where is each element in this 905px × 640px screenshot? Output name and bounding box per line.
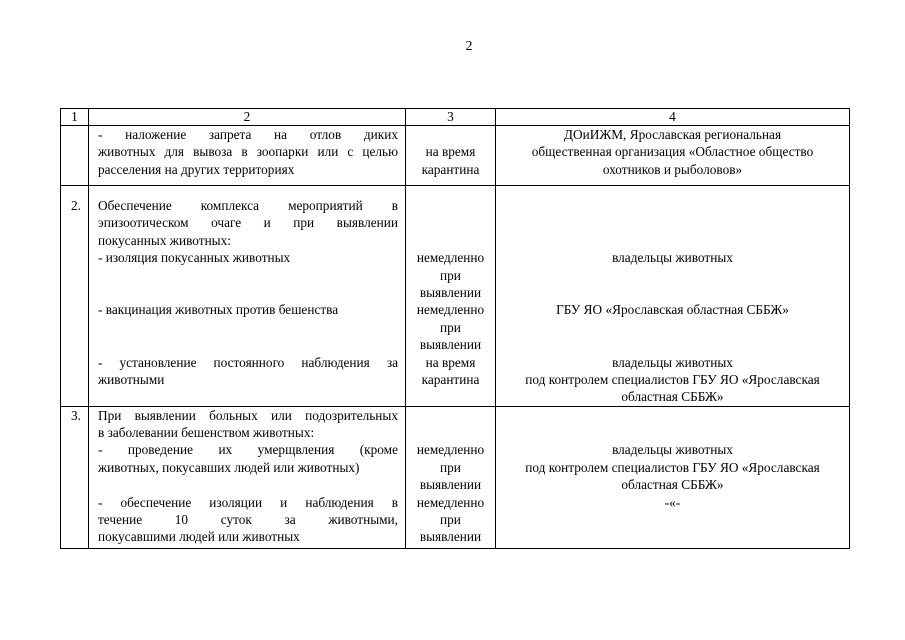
row-intro-line: При выявлении больных или подозрительных [98, 407, 398, 423]
executor-line: владельцы животных [612, 442, 733, 458]
table-cell-term [406, 126, 496, 186]
line-spacer [98, 388, 398, 405]
line-spacer [406, 126, 495, 143]
cell-spacer [496, 186, 849, 197]
row-intro-line: в заболевании бешенством животных: [98, 425, 315, 441]
line-spacer [496, 197, 849, 214]
line-spacer [496, 336, 849, 353]
measure-line: - проведение их умерщвления (кроме [98, 442, 398, 458]
row-number: 2. [71, 198, 81, 213]
line-spacer [406, 407, 495, 424]
term-line: немедленно [416, 250, 485, 266]
header-cell: 2 [89, 109, 406, 126]
line-spacer [98, 336, 398, 353]
table-row [61, 406, 850, 548]
cell-spacer [98, 186, 398, 197]
header-cell: 1 [61, 109, 89, 126]
line-spacer [496, 424, 849, 441]
line-spacer [496, 528, 849, 545]
term-line: при [440, 512, 461, 528]
executor-line: владельцы животных [612, 250, 733, 266]
measure-line: - обеспечение изоляции и наблюдения в [98, 494, 398, 510]
measure-line: животных для вывоза в зоопарки или с целью [98, 144, 398, 160]
line-spacer [98, 319, 398, 336]
cell-spacer [61, 186, 88, 197]
term-line: немедленно [416, 494, 485, 510]
term-line: при [440, 267, 461, 283]
table-cell-term [406, 406, 496, 548]
measures-table [60, 108, 850, 549]
line-spacer [496, 267, 849, 284]
measure-line: животными [98, 371, 165, 387]
executor-line: владельцы животных [612, 354, 733, 370]
term-line: при [440, 319, 461, 335]
line-spacer [496, 407, 849, 424]
table-cell-number [61, 186, 89, 407]
cell-spacer [406, 186, 495, 197]
executor-line: областная СББЖ» [621, 389, 724, 405]
line-spacer [406, 214, 495, 231]
line-spacer [98, 284, 398, 301]
header-cell: 4 [496, 109, 850, 126]
row-intro-line: покусанных животных: [98, 232, 231, 248]
table-cell-executor [496, 406, 850, 548]
executor-line: ГБУ ЯО «Ярославская областная СББЖ» [556, 302, 789, 318]
line-spacer [496, 511, 849, 528]
executor-line: -«- [664, 494, 681, 510]
measure-line: течение 10 суток за животными, [98, 512, 398, 528]
line-spacer [496, 214, 849, 231]
term-line: карантина [421, 371, 480, 387]
term-line: карантина [421, 161, 480, 177]
executor-line: охотников и рыболовов» [602, 161, 743, 177]
line-spacer [406, 197, 495, 214]
measure-line: - изоляция покусанных животных [98, 250, 291, 266]
line-spacer [406, 388, 495, 405]
executor-line: областная СББЖ» [621, 477, 724, 493]
page-number: 2 [465, 39, 473, 54]
header-cell: 3 [406, 109, 496, 126]
measure-line: - наложение запрета на отлов диких [98, 127, 398, 142]
measure-line: - вакцинация животных против бешенства [98, 302, 339, 318]
table-cell-term [406, 186, 496, 407]
table-row [61, 126, 850, 186]
measure-line: покусавшими людей или животных [98, 529, 300, 545]
table-header-row [61, 109, 850, 126]
line-spacer [496, 319, 849, 336]
term-line: при [440, 459, 461, 475]
line-spacer [496, 284, 849, 301]
term-line: немедленно [416, 442, 485, 458]
table-cell-measures [89, 186, 406, 407]
line-spacer [98, 267, 398, 284]
term-line: выявлении [419, 529, 482, 545]
executor-line: под контролем специалистов ГБУ ЯО «Ярославская [525, 459, 820, 475]
term-line: на время [425, 144, 476, 160]
table-cell-executor [496, 186, 850, 407]
table-cell-measures [89, 406, 406, 548]
table-cell-number [61, 126, 89, 186]
executor-line: под контролем специалистов ГБУ ЯО «Ярославская [525, 371, 820, 387]
executor-line: общественная организация «Областное общество [531, 144, 814, 160]
measure-line: - установление постоянного наблюдения за [98, 354, 398, 370]
term-line: выявлении [419, 477, 482, 493]
table-cell-number [61, 406, 89, 548]
line-spacer [406, 232, 495, 249]
line-spacer [406, 424, 495, 441]
line-spacer [496, 232, 849, 249]
table-cell-executor [496, 126, 850, 186]
term-line: на время [425, 354, 476, 370]
term-line: выявлении [419, 284, 482, 300]
row-intro-line: Обеспечение комплекса мероприятий в [98, 198, 398, 213]
line-spacer [98, 476, 398, 493]
term-line: немедленно [416, 302, 485, 318]
table-cell-measures [89, 126, 406, 186]
executor-line: ДОиИЖМ, Ярославская региональная [563, 127, 782, 142]
measure-line: животных, покусавших людей или животных) [98, 459, 360, 475]
measure-line: расселения на других территориях [98, 161, 295, 177]
row-intro-line: эпизоотическом очаге и при выявлении [98, 215, 398, 231]
table-row [61, 186, 850, 407]
term-line: выявлении [419, 337, 482, 353]
row-number: 3. [71, 407, 81, 423]
